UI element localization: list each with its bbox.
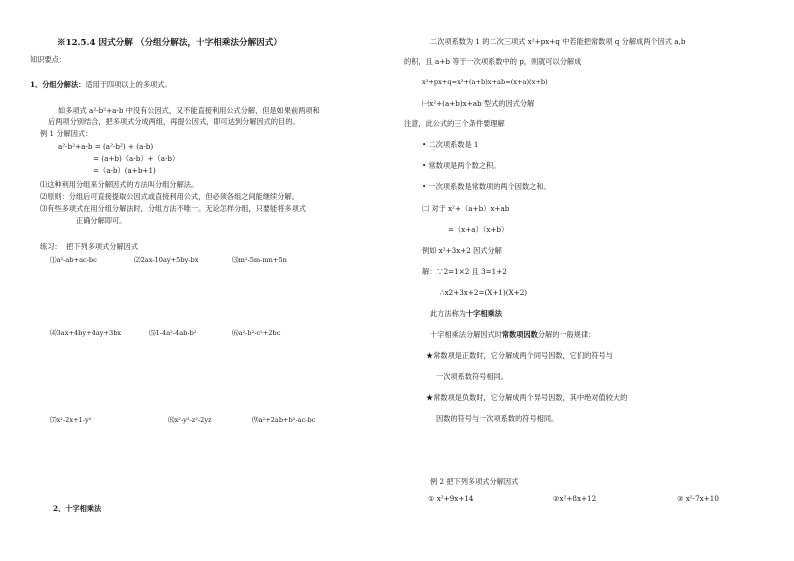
right-line-10: ∴x2+3x+2=(X+1)(X+2)	[440, 288, 528, 297]
rule-intro-suffix: 分解的一般规律：	[537, 330, 596, 339]
practice-instruction: 把下列多项式分解因式	[66, 242, 139, 251]
section1-header	[30, 81, 172, 90]
condition-2: • 常数项是两个数之积。	[422, 161, 501, 170]
rule-intro-prefix: 十字相乘法分解因式时	[430, 330, 502, 339]
rule-intro-bold: 常数项因数	[501, 330, 538, 339]
problem-5: ⑸1-4a²-4ab-b²	[149, 329, 197, 337]
note-3-line1: ⑶有些多项式在用分组分解法时，分组方法不唯一。无论怎样分组，只要能将多项式	[40, 204, 306, 213]
problem-6: ⑹a²-b²-c²+2bc	[232, 329, 281, 337]
problem-9: ⑼a²+2ab+b²-ac-bc	[252, 416, 316, 424]
para1-line1: 如多项式 a²-b²+a-b 中没有公因式，又不能直接利用公式分解，但是如果前两项和	[58, 106, 320, 115]
problem-8: ⑻x²-y²-z²-2yz	[168, 416, 212, 424]
right-line-12	[430, 331, 595, 340]
method-intro: 此方法称为	[430, 309, 466, 318]
note-2: ⑵原则：分组后可直接提取公因式或直接利用公式，但必须各组之间能继续分解。	[40, 192, 299, 201]
rule-2-line2: 因数的符号与一次项系数的符号相同。	[436, 414, 559, 423]
note-3-line2: 正确分解即可。	[76, 216, 127, 225]
example1-step1: a²-b²+a-b = (a²-b²) + (a-b)	[58, 142, 154, 151]
example2-item-2: ②x²+8x+12	[553, 494, 597, 503]
problem-7: ⑺x²-2x+1-y²	[50, 416, 92, 424]
problem-4: ⑷3ax+4by+4ay+3bx	[50, 329, 122, 337]
problem-2: ⑵2ax-10ay+5by-bx	[134, 256, 199, 264]
section1-desc: 适用于四项以上的多项式。	[85, 80, 172, 89]
section2-heading: 2、十字相乘法	[53, 504, 102, 513]
rule-1-line1: ★常数项是正数时，它分解成两个同号因数，它们的符号与	[426, 351, 613, 360]
example1-step3: =（a-b）(a+b+1)	[93, 166, 156, 175]
right-line-9: 解：∵2=1×2 且 3=1+2	[422, 267, 507, 276]
rule-1-line2: 一次项系数符号相同。	[436, 372, 508, 381]
right-line-3: x²+px+q=x²+(a+b)x+ab=(x+a)(x+b)	[422, 78, 548, 86]
example2-label: 例 2 把下列多项式分解因式	[430, 477, 519, 486]
method-name: 十字相乘法	[465, 309, 502, 318]
right-line-7: =（x+a）（x+b）	[448, 225, 509, 234]
right-line-2: 的积，且 a+b 等于一次项系数中的 p，则就可以分解成	[404, 57, 582, 66]
problem-3: ⑶m²-5m-mn+5n	[232, 256, 287, 264]
right-line-1: 二次项系数为 1 的二次三项式 x²+px+q 中若能把常数项 q 分解成两个因式 a,b	[430, 37, 686, 46]
knowledge-label: 知识要点：	[30, 55, 66, 64]
page-title: ※12.5.4 因式分解 （分组分解法，十字相乘法分解因式）	[57, 38, 282, 48]
right-line-6: ㈡ 对于 x²+（a+b）x+ab	[422, 204, 510, 213]
right-line-8: 例如 x²+3x+2 因式分解	[422, 246, 502, 255]
right-line-4: ㈠x²+(a+b)x+ab 型式的因式分解	[422, 99, 535, 108]
example1-label: 例 1 分解因式：	[40, 129, 93, 138]
example1-step2: = (a+b)（a-b）+（a-b）	[93, 154, 180, 163]
practice-label: 练习：	[40, 242, 62, 251]
condition-1: • 二次项系数是 1	[422, 140, 479, 149]
para1-line2: 后两项分别结合，把多项式分成两组，再提公因式，即可达到分解因式的目的。	[48, 117, 300, 126]
condition-3: • 一次项系数是常数项的两个因数之和。	[422, 182, 551, 191]
right-line-5: 注意，此公式的三个条件要理解	[404, 119, 505, 128]
section1-heading: 1、分组分解法：	[30, 80, 86, 89]
rule-2-line1: ★常数项是负数时，它分解成两个异号因数，其中绝对值较大的	[426, 393, 628, 402]
note-1: ⑴这种利用分组来分解因式的方法叫分组分解法。	[40, 180, 199, 189]
example2-item-3: ③ x²-7x+10	[677, 494, 719, 503]
right-line-11	[430, 310, 502, 319]
example2-item-1: ① x²+9x+14	[428, 494, 474, 503]
problem-1: ⑴a²-ab+ac-bc	[50, 256, 97, 264]
practice-header	[40, 243, 138, 252]
